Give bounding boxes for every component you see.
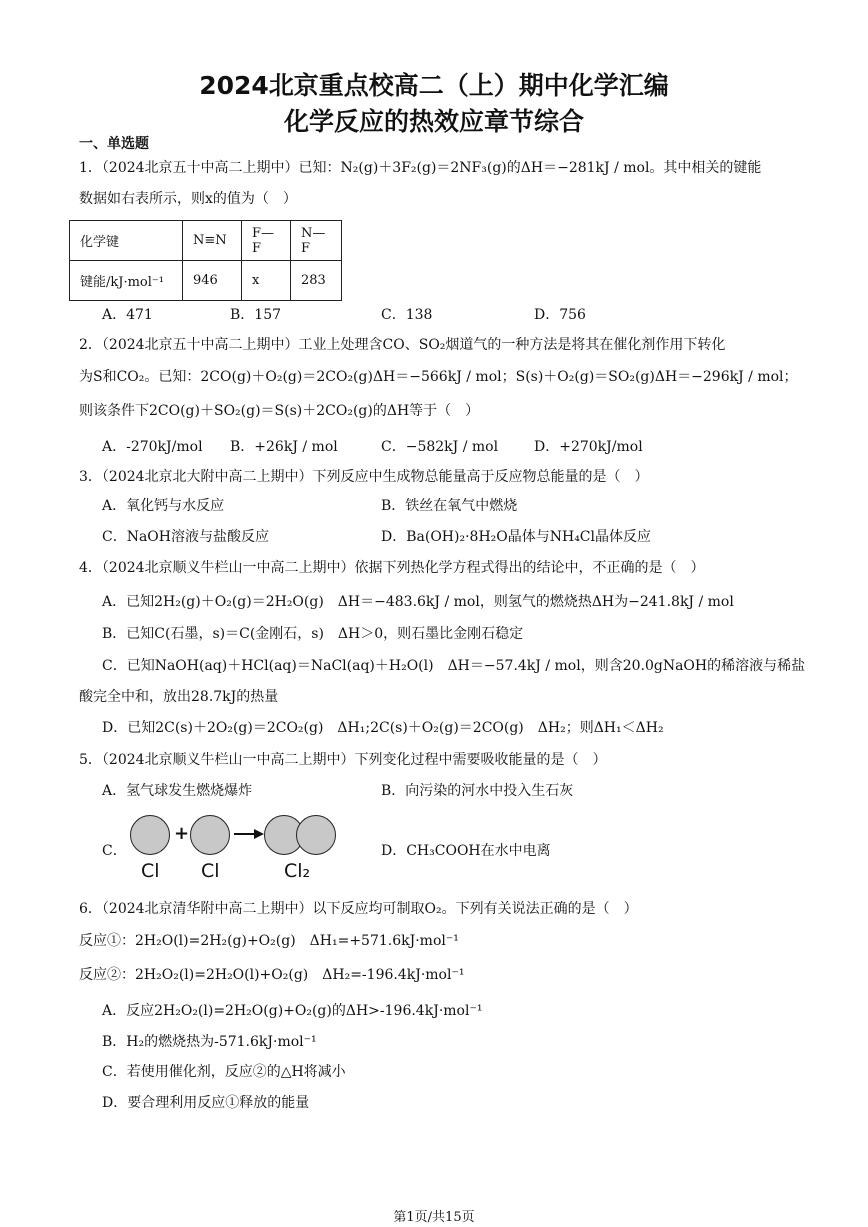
q3-option-a: A．氧化钙与水反应 bbox=[102, 498, 225, 514]
cl2-atom-circle bbox=[296, 815, 336, 855]
q1-stem-line2: 数据如右表所示，则x的值为（ ） bbox=[79, 191, 297, 207]
q1-stem-line1: 1．（2024北京五十中高二上期中）已知：N₂(g)＋3F₂(g)＝2NF₃(g)的ΔH＝−281kJ / mol。其中相关的键能 bbox=[79, 160, 762, 176]
q6-reaction-1: 反应①：2H₂O(l)=2H₂(g)+O₂(g) ΔH₁=+571.6kJ·mol⁻¹ bbox=[79, 933, 459, 949]
q3-option-b: B．铁丝在氧气中燃烧 bbox=[381, 498, 518, 514]
arrow-icon bbox=[234, 828, 264, 840]
table-cell: 键能/kJ·mol⁻¹ bbox=[70, 261, 183, 301]
q2-option-d: D．+270kJ/mol bbox=[534, 439, 643, 455]
cl2-label: Cl₂ bbox=[284, 860, 311, 882]
q3-stem: 3．（2024北京北大附中高二上期中）下列反应中生成物总能量高于反应物总能量的是（ ） bbox=[79, 469, 649, 485]
cl-atom-circle bbox=[190, 815, 230, 855]
document-title-line2: 化学反应的热效应章节综合 bbox=[283, 107, 584, 136]
table-cell: 283 bbox=[291, 261, 342, 301]
q6-stem: 6．（2024北京清华附中高二上期中）以下反应均可制取O₂。下列有关说法正确的是（ ） bbox=[79, 901, 638, 917]
q6-reaction-2: 反应②：2H₂O₂(l)=2H₂O(l)+O₂(g) ΔH₂=-196.4kJ·mol⁻¹ bbox=[79, 967, 465, 983]
q5-option-c: C． bbox=[102, 843, 127, 859]
table-row bbox=[70, 221, 342, 261]
q5-option-d: D．CH₃COOH在水中电离 bbox=[381, 843, 551, 859]
page-footer: 第1页/共15页 bbox=[393, 1210, 475, 1225]
q4-option-c-line2: 酸完全中和，放出28.7kJ的热量 bbox=[79, 689, 279, 705]
plus-sign: + bbox=[174, 823, 190, 844]
table-cell: N—F bbox=[291, 221, 342, 261]
q2-stem-line1: 2．（2024北京五十中高二上期中）工业上处理含CO、SO₂烟道气的一种方法是将其在催化剂作用下转化 bbox=[79, 337, 726, 353]
section-heading: 一、单选题 bbox=[79, 136, 149, 152]
q5-stem: 5．（2024北京顺义牛栏山一中高二上期中）下列变化过程中需要吸收能量的是（ ） bbox=[79, 752, 607, 768]
table-cell: N≡N bbox=[183, 221, 242, 261]
cl-label: Cl bbox=[201, 860, 220, 882]
q1-option-c: C．138 bbox=[381, 307, 433, 323]
q2-option-c: C．−582kJ / mol bbox=[381, 439, 499, 455]
q2-option-a: A．-270kJ/mol bbox=[102, 439, 203, 455]
q1-option-a: A．471 bbox=[102, 307, 153, 323]
cl-atom-circle bbox=[130, 815, 170, 855]
q6-option-a: A．反应2H₂O₂(l)=2H₂O(g)+O₂(g)的ΔH>-196.4kJ·mol⁻¹ bbox=[102, 1003, 483, 1019]
q3-option-c: C．NaOH溶液与盐酸反应 bbox=[102, 529, 269, 545]
q5-option-b: B．向污染的河水中投入生石灰 bbox=[381, 783, 574, 799]
table-cell: F—F bbox=[242, 221, 291, 261]
table-cell: 化学键 bbox=[70, 221, 183, 261]
q4-option-d: D．已知2C(s)＋2O₂(g)＝2CO₂(g) ΔH₁;2C(s)＋O₂(g)＝2CO(g) ΔH₂；则ΔH₁＜ΔH₂ bbox=[102, 720, 664, 736]
bond-energy-table bbox=[69, 220, 342, 301]
q3-option-d: D．Ba(OH)₂·8H₂O晶体与NH₄Cl晶体反应 bbox=[381, 529, 651, 545]
q5-option-a: A．氢气球发生燃烧爆炸 bbox=[102, 783, 253, 799]
document-title-line1: 2024北京重点校高二（上）期中化学汇编 bbox=[199, 71, 669, 100]
q4-option-b: B．已知C(石墨，s)＝C(金刚石，s) ΔH＞0，则石墨比金刚石稳定 bbox=[102, 626, 524, 642]
q4-stem: 4．（2024北京顺义牛栏山一中高二上期中）依据下列热化学方程式得出的结论中，不正确的是（ ） bbox=[79, 560, 705, 576]
q2-stem-line2: 为S和CO₂。已知：2CO(g)＋O₂(g)＝2CO₂(g)ΔH＝−566kJ / mol；S(s)＋O₂(g)＝SO₂(g)ΔH＝−296kJ / mol； bbox=[79, 369, 798, 385]
cl-label: Cl bbox=[141, 860, 160, 882]
q6-option-b: B．H₂的燃烧热为-571.6kJ·mol⁻¹ bbox=[102, 1034, 317, 1050]
table-cell: 946 bbox=[183, 261, 242, 301]
table-row bbox=[70, 261, 342, 301]
table-cell: x bbox=[242, 261, 291, 301]
q4-option-a: A．已知2H₂(g)＋O₂(g)＝2H₂O(g) ΔH＝−483.6kJ / mol，则氢气的燃烧热ΔH为−241.8kJ / mol bbox=[102, 594, 734, 610]
q2-option-b: B．+26kJ / mol bbox=[230, 439, 338, 455]
q1-option-b: B．157 bbox=[230, 307, 282, 323]
q6-option-d: D．要合理利用反应①释放的能量 bbox=[102, 1095, 310, 1111]
q2-stem-line3: 则该条件下2CO(g)＋SO₂(g)＝S(s)＋2CO₂(g)的ΔH等于（ ） bbox=[79, 403, 480, 419]
q4-option-c-line1: C．已知NaOH(aq)＋HCl(aq)＝NaCl(aq)＋H₂O(l) ΔH＝−57.4kJ / mol，则含20.0gNaOH的稀溶液与稀盐 bbox=[102, 658, 806, 674]
q1-option-d: D．756 bbox=[534, 307, 586, 323]
q6-option-c: C．若使用催化剂，反应②的△H将减小 bbox=[102, 1064, 346, 1080]
